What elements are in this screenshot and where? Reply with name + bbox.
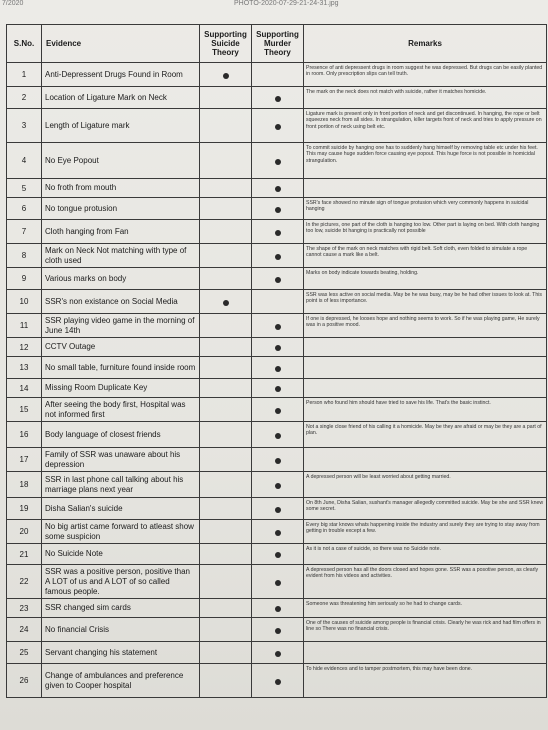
row-number: 26 (7, 664, 42, 698)
row-number: 2 (7, 87, 42, 109)
table-row (7, 87, 547, 109)
table-row (7, 290, 547, 314)
murder-support-dot (275, 230, 281, 236)
header-date: 7/2020 (2, 0, 24, 7)
table-row (7, 520, 547, 544)
murder-theory-cell (252, 179, 304, 198)
remarks-cell: Not a single close friend of his calling it a homicide. May be they are afraid or may be they are a part of plan. (304, 422, 547, 448)
header-filename: PHOTO-2020-07-29-21-24-31.jpg (234, 0, 339, 7)
remarks-cell: On 8th June, Disha Salian, sushant's manager allegedly committed suicide. May be she and SSR knew some secret. (304, 498, 547, 520)
evidence-cell: Length of Ligature mark (42, 109, 200, 143)
row-number: 8 (7, 244, 42, 268)
evidence-cell: Servant changing his statement (42, 642, 200, 664)
table-row (7, 268, 547, 290)
remarks-cell (304, 642, 547, 664)
image-header-strip (0, 0, 548, 12)
remarks-cell: One of the causes of suicide among people is financial crisis. Clearly he was rick and had film offers in line so There was no financial crisis. (304, 618, 547, 642)
murder-theory-cell (252, 143, 304, 179)
murder-support-dot (275, 324, 281, 330)
murder-theory-cell (252, 398, 304, 422)
remarks-cell (304, 448, 547, 472)
murder-theory-cell (252, 244, 304, 268)
suicide-theory-cell (200, 268, 252, 290)
murder-theory-cell (252, 618, 304, 642)
evidence-cell: CCTV Outage (42, 338, 200, 357)
evidence-cell: No big artist came forward to atleast show some suspicion (42, 520, 200, 544)
murder-support-dot (275, 159, 281, 165)
table-row (7, 498, 547, 520)
table-row (7, 198, 547, 220)
evidence-cell: Anti-Depressent Drugs Found in Room (42, 63, 200, 87)
murder-theory-cell (252, 520, 304, 544)
evidence-cell: SSR was a positive person, positive than A LOT of us and A LOT of so called famous people. (42, 565, 200, 599)
row-number: 14 (7, 379, 42, 398)
suicide-theory-cell (200, 544, 252, 565)
table-row (7, 179, 547, 198)
row-number: 10 (7, 290, 42, 314)
evidence-cell: Disha Salian's suicide (42, 498, 200, 520)
table-row (7, 220, 547, 244)
murder-theory-cell (252, 664, 304, 698)
murder-theory-cell (252, 314, 304, 338)
suicide-theory-cell (200, 618, 252, 642)
remarks-cell: SSR was less active on social media. May be he was busy, may be he had other issues to look at. This point is of less importance. (304, 290, 547, 314)
evidence-cell: Missing Room Duplicate Key (42, 379, 200, 398)
row-number: 6 (7, 198, 42, 220)
table-row (7, 244, 547, 268)
row-number: 20 (7, 520, 42, 544)
suicide-theory-cell (200, 448, 252, 472)
remarks-cell: Ligature mark is present only in front portion of neck and get discontinued. In hanging, the rope or belt squeezes neck from all sides. In strangulation, killer targets front of neck and tries to apply pressure on front portion of neck using belt etc. (304, 109, 547, 143)
table-row (7, 63, 547, 87)
table-row (7, 618, 547, 642)
murder-theory-cell (252, 338, 304, 357)
murder-support-dot (275, 651, 281, 657)
remarks-cell: To commit suicide by hanging one has to suddenly hang himself by removing table etc under his feet. This may cause huge sudden force causing eye popout. This huge force is not possible in homicidal strangulation. (304, 143, 547, 179)
suicide-theory-cell (200, 179, 252, 198)
remarks-cell: In the pictures, one part of the cloth is hanging too low. Other part is laying on bed. With cloth hanging too low, suicide bt hanging is practically not possible (304, 220, 547, 244)
murder-theory-cell (252, 268, 304, 290)
row-number: 5 (7, 179, 42, 198)
murder-theory-cell (252, 565, 304, 599)
murder-support-dot (275, 408, 281, 414)
remarks-cell: Presence of anti depressent drugs in room suggest he was depressed. But drugs can be easily planted in room. Only prescription slips can tell truth. (304, 63, 547, 87)
murder-theory-cell (252, 472, 304, 498)
murder-support-dot (275, 507, 281, 513)
row-number: 21 (7, 544, 42, 565)
row-number: 24 (7, 618, 42, 642)
remarks-cell: Every big star knows whats happening inside the industry and surely they are trying to stay away from getting in trouble except a few. (304, 520, 547, 544)
murder-support-dot (275, 483, 281, 489)
table-row (7, 109, 547, 143)
suicide-theory-cell (200, 244, 252, 268)
suicide-theory-cell (200, 290, 252, 314)
evidence-cell: No froth from mouth (42, 179, 200, 198)
suicide-theory-cell (200, 314, 252, 338)
murder-theory-cell (252, 498, 304, 520)
remarks-cell: To hide evidences and to tamper postmortem, this may have been done. (304, 664, 547, 698)
murder-theory-cell (252, 87, 304, 109)
evidence-cell: After seeing the body first, Hospital was not informed first (42, 398, 200, 422)
suicide-theory-cell (200, 498, 252, 520)
suicide-theory-cell (200, 338, 252, 357)
suicide-support-dot (223, 300, 229, 306)
table-row (7, 642, 547, 664)
row-number: 19 (7, 498, 42, 520)
table-row (7, 338, 547, 357)
evidence-cell: SSR in last phone call talking about his marriage plans next year (42, 472, 200, 498)
murder-theory-cell (252, 198, 304, 220)
suicide-theory-cell (200, 422, 252, 448)
table-row (7, 565, 547, 599)
murder-theory-cell (252, 448, 304, 472)
remarks-cell: As it is not a case of suicide, so there was no Suicide note. (304, 544, 547, 565)
murder-support-dot (275, 124, 281, 130)
murder-theory-cell (252, 422, 304, 448)
suicide-theory-cell (200, 379, 252, 398)
evidence-cell: No small table, furniture found inside room (42, 357, 200, 379)
murder-theory-cell (252, 109, 304, 143)
remarks-cell (304, 357, 547, 379)
row-number: 16 (7, 422, 42, 448)
suicide-theory-cell (200, 565, 252, 599)
row-number: 23 (7, 599, 42, 618)
murder-support-dot (275, 366, 281, 372)
evidence-cell: Location of Ligature Mark on Neck (42, 87, 200, 109)
remarks-cell: The mark on the neck does not match with suicide, rather it matches homicide. (304, 87, 547, 109)
remarks-cell: The shape of the mark on neck matches with rigid belt. Soft cloth, even folded to simulate a rope cannot cause a mark like a belt. (304, 244, 547, 268)
suicide-theory-cell (200, 220, 252, 244)
row-number: 17 (7, 448, 42, 472)
table-row (7, 472, 547, 498)
evidence-cell: No financial Crisis (42, 618, 200, 642)
suicide-theory-cell (200, 143, 252, 179)
col-header-remarks: Remarks (304, 25, 547, 63)
table-row (7, 379, 547, 398)
murder-support-dot (275, 254, 281, 260)
suicide-theory-cell (200, 198, 252, 220)
murder-theory-cell (252, 290, 304, 314)
murder-theory-cell (252, 220, 304, 244)
evidence-cell: Family of SSR was unaware about his depression (42, 448, 200, 472)
remarks-cell (304, 179, 547, 198)
table-row (7, 314, 547, 338)
evidence-cell: No tongue protusion (42, 198, 200, 220)
murder-support-dot (275, 345, 281, 351)
row-number: 25 (7, 642, 42, 664)
murder-theory-cell (252, 642, 304, 664)
evidence-table (6, 24, 547, 698)
murder-support-dot (275, 433, 281, 439)
remarks-cell: Marks on body indicate towards beating, holding. (304, 268, 547, 290)
table-row (7, 422, 547, 448)
row-number: 7 (7, 220, 42, 244)
row-number: 3 (7, 109, 42, 143)
murder-support-dot (275, 186, 281, 192)
suicide-theory-cell (200, 109, 252, 143)
suicide-theory-cell (200, 357, 252, 379)
table-row (7, 143, 547, 179)
murder-support-dot (275, 458, 281, 464)
table-row (7, 664, 547, 698)
row-number: 13 (7, 357, 42, 379)
suicide-theory-cell (200, 472, 252, 498)
murder-theory-cell (252, 544, 304, 565)
evidence-cell: No Eye Popout (42, 143, 200, 179)
row-number: 11 (7, 314, 42, 338)
remarks-cell: Person who found him should have tried to save his life. That's the basic instinct. (304, 398, 547, 422)
table-row (7, 599, 547, 618)
suicide-theory-cell (200, 664, 252, 698)
row-number: 15 (7, 398, 42, 422)
col-header-suicide: Supporting Suicide Theory (200, 25, 252, 63)
murder-theory-cell (252, 63, 304, 87)
row-number: 18 (7, 472, 42, 498)
row-number: 1 (7, 63, 42, 87)
row-number: 12 (7, 338, 42, 357)
table-row (7, 398, 547, 422)
evidence-cell: Various marks on body (42, 268, 200, 290)
remarks-cell: A depressed person has all the doors closed and hopes gone. SSR was a posotive person, as clearly evident from his videos and activities. (304, 565, 547, 599)
col-header-sno: S.No. (7, 25, 42, 63)
murder-support-dot (275, 606, 281, 612)
suicide-theory-cell (200, 87, 252, 109)
suicide-support-dot (223, 73, 229, 79)
suicide-theory-cell (200, 398, 252, 422)
evidence-cell: Mark on Neck Not matching with type of cloth used (42, 244, 200, 268)
remarks-cell: If one is depressed, he looses hope and nothing seems to work. So if he was playing game, He surely was in a positive mood. (304, 314, 547, 338)
murder-support-dot (275, 207, 281, 213)
remarks-cell: Someone was threatening him seriously so he had to change cards. (304, 599, 547, 618)
suicide-theory-cell (200, 599, 252, 618)
col-header-evidence: Evidence (42, 25, 200, 63)
suicide-theory-cell (200, 642, 252, 664)
murder-support-dot (275, 552, 281, 558)
row-number: 22 (7, 565, 42, 599)
remarks-cell (304, 379, 547, 398)
murder-support-dot (275, 580, 281, 586)
table-row (7, 544, 547, 565)
murder-support-dot (275, 277, 281, 283)
header-row (7, 25, 547, 63)
murder-support-dot (275, 96, 281, 102)
murder-support-dot (275, 679, 281, 685)
evidence-cell: SSR playing video game in the morning of June 14th (42, 314, 200, 338)
murder-support-dot (275, 386, 281, 392)
evidence-cell: SSR changed sim cards (42, 599, 200, 618)
evidence-cell: Body language of closest friends (42, 422, 200, 448)
table-row (7, 357, 547, 379)
evidence-cell: SSR's non existance on Social Media (42, 290, 200, 314)
remarks-cell: SSR's face showed no minute sign of tongue protusion which very commonly happens in suicidal hanging (304, 198, 547, 220)
remarks-cell: A depressed person will be least worried about getting married. (304, 472, 547, 498)
suicide-theory-cell (200, 63, 252, 87)
suicide-theory-cell (200, 520, 252, 544)
murder-theory-cell (252, 357, 304, 379)
row-number: 9 (7, 268, 42, 290)
murder-support-dot (275, 530, 281, 536)
table-row (7, 448, 547, 472)
row-number: 4 (7, 143, 42, 179)
murder-theory-cell (252, 379, 304, 398)
murder-theory-cell (252, 599, 304, 618)
remarks-cell (304, 338, 547, 357)
murder-support-dot (275, 628, 281, 634)
evidence-cell: No Suicide Note (42, 544, 200, 565)
col-header-murder: Supporting Murder Theory (252, 25, 304, 63)
evidence-cell: Cloth hanging from Fan (42, 220, 200, 244)
evidence-cell: Change of ambulances and preference given to Cooper hospital (42, 664, 200, 698)
